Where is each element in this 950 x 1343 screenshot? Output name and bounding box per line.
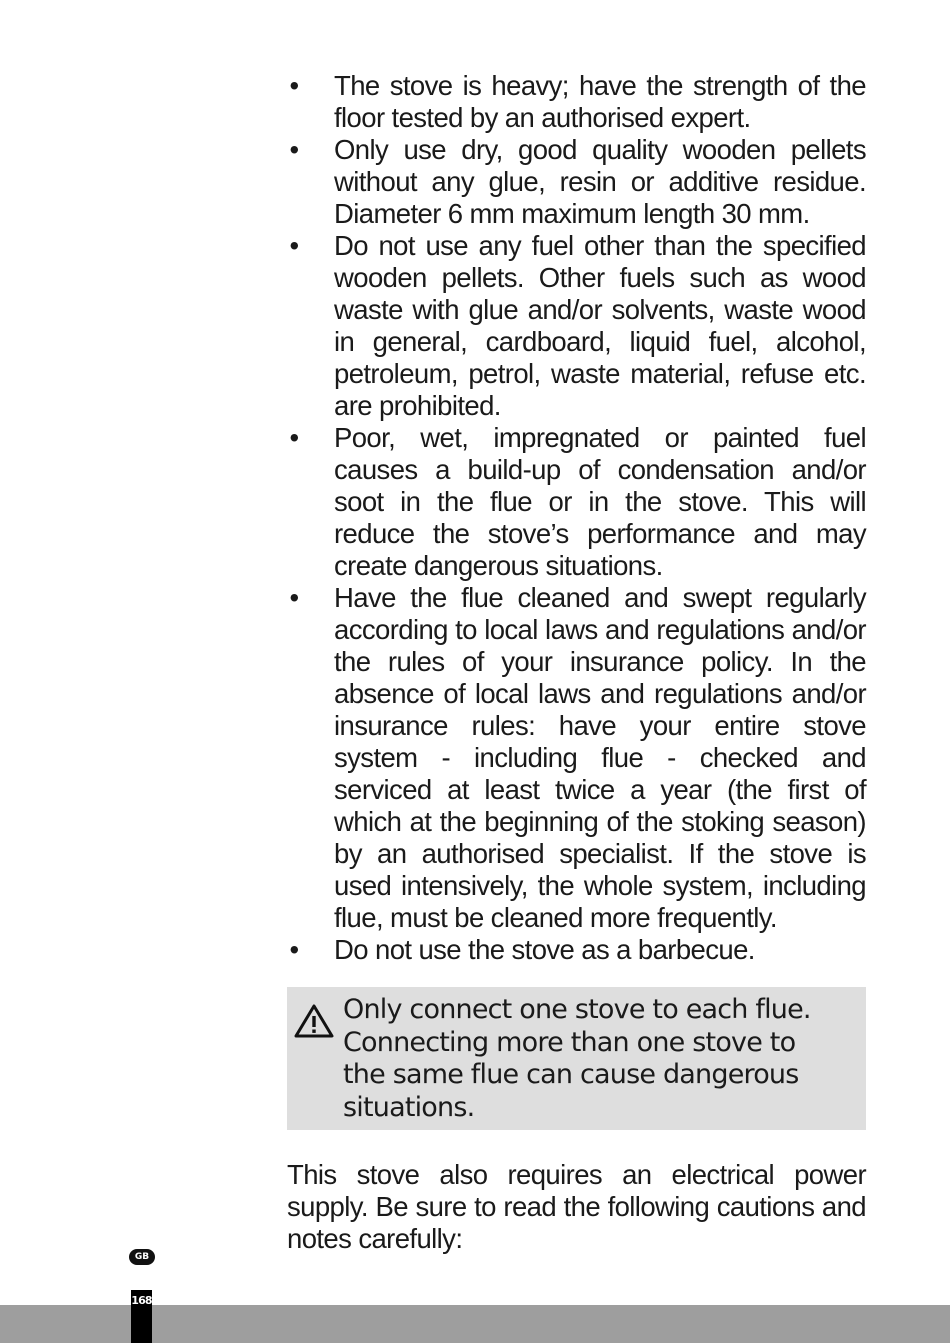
bullet-marker: •	[289, 134, 299, 165]
list-item	[287, 582, 866, 934]
bullet-marker: •	[289, 582, 299, 613]
language-badge: GB	[129, 1249, 155, 1265]
bullet-marker: •	[289, 422, 299, 453]
main-content	[287, 70, 866, 1255]
bullet-marker: •	[289, 70, 299, 101]
warning-box	[287, 987, 866, 1130]
list-item	[287, 134, 866, 230]
bullet-text: The stove is heavy; have the strength of the floor tested by an authorised expert.	[334, 70, 866, 133]
page-number: 168	[131, 1294, 152, 1307]
safety-bullet-list	[287, 70, 866, 966]
electrical-note: This stove also requires an electrical power supply. Be sure to read the following cautions and notes carefully:	[287, 1159, 866, 1254]
bullet-text: Do not use the stove as a barbecue.	[334, 934, 755, 965]
bullet-text: Only use dry, good quality wooden pellets without any glue, resin or additive residue. Diameter 6 mm maximum length 30 mm.	[334, 134, 866, 229]
bullet-marker: •	[289, 934, 299, 965]
bullet-marker: •	[289, 230, 299, 261]
list-item	[287, 70, 866, 134]
bullet-text: Do not use any fuel other than the specified wooden pellets. Other fuels such as wood waste with glue and/or solvents, waste wood in general, cardboard, liquid fuel, alcohol, petroleum, petrol, waste material, refuse etc. are prohibited.	[334, 230, 866, 421]
list-item	[287, 934, 866, 966]
warning-triangle-icon	[293, 1003, 335, 1044]
list-item	[287, 230, 866, 422]
bullet-text: Have the flue cleaned and swept regularly according to local laws and regulations and/or the rules of your insurance policy. In the absence of local laws and regulations and/or insurance rules: have your entire stove system - including flue - checked and serviced at least twice a year (the first of which at the beginning of the stoking season) by an authorised specialist. If the stove is used intensively, the whole system, including flue, must be cleaned more frequently.	[334, 582, 866, 933]
list-item	[287, 422, 866, 582]
warning-text: Only connect one stove to each flue. Connecting more than one stove to the same flue can cause dangerous situations.	[343, 994, 811, 1123]
bullet-text: Poor, wet, impregnated or painted fuel causes a build-up of condensation and/or soot in the flue or in the stove. This will reduce the stove’s performance and may create dangerous situations.	[334, 422, 866, 581]
